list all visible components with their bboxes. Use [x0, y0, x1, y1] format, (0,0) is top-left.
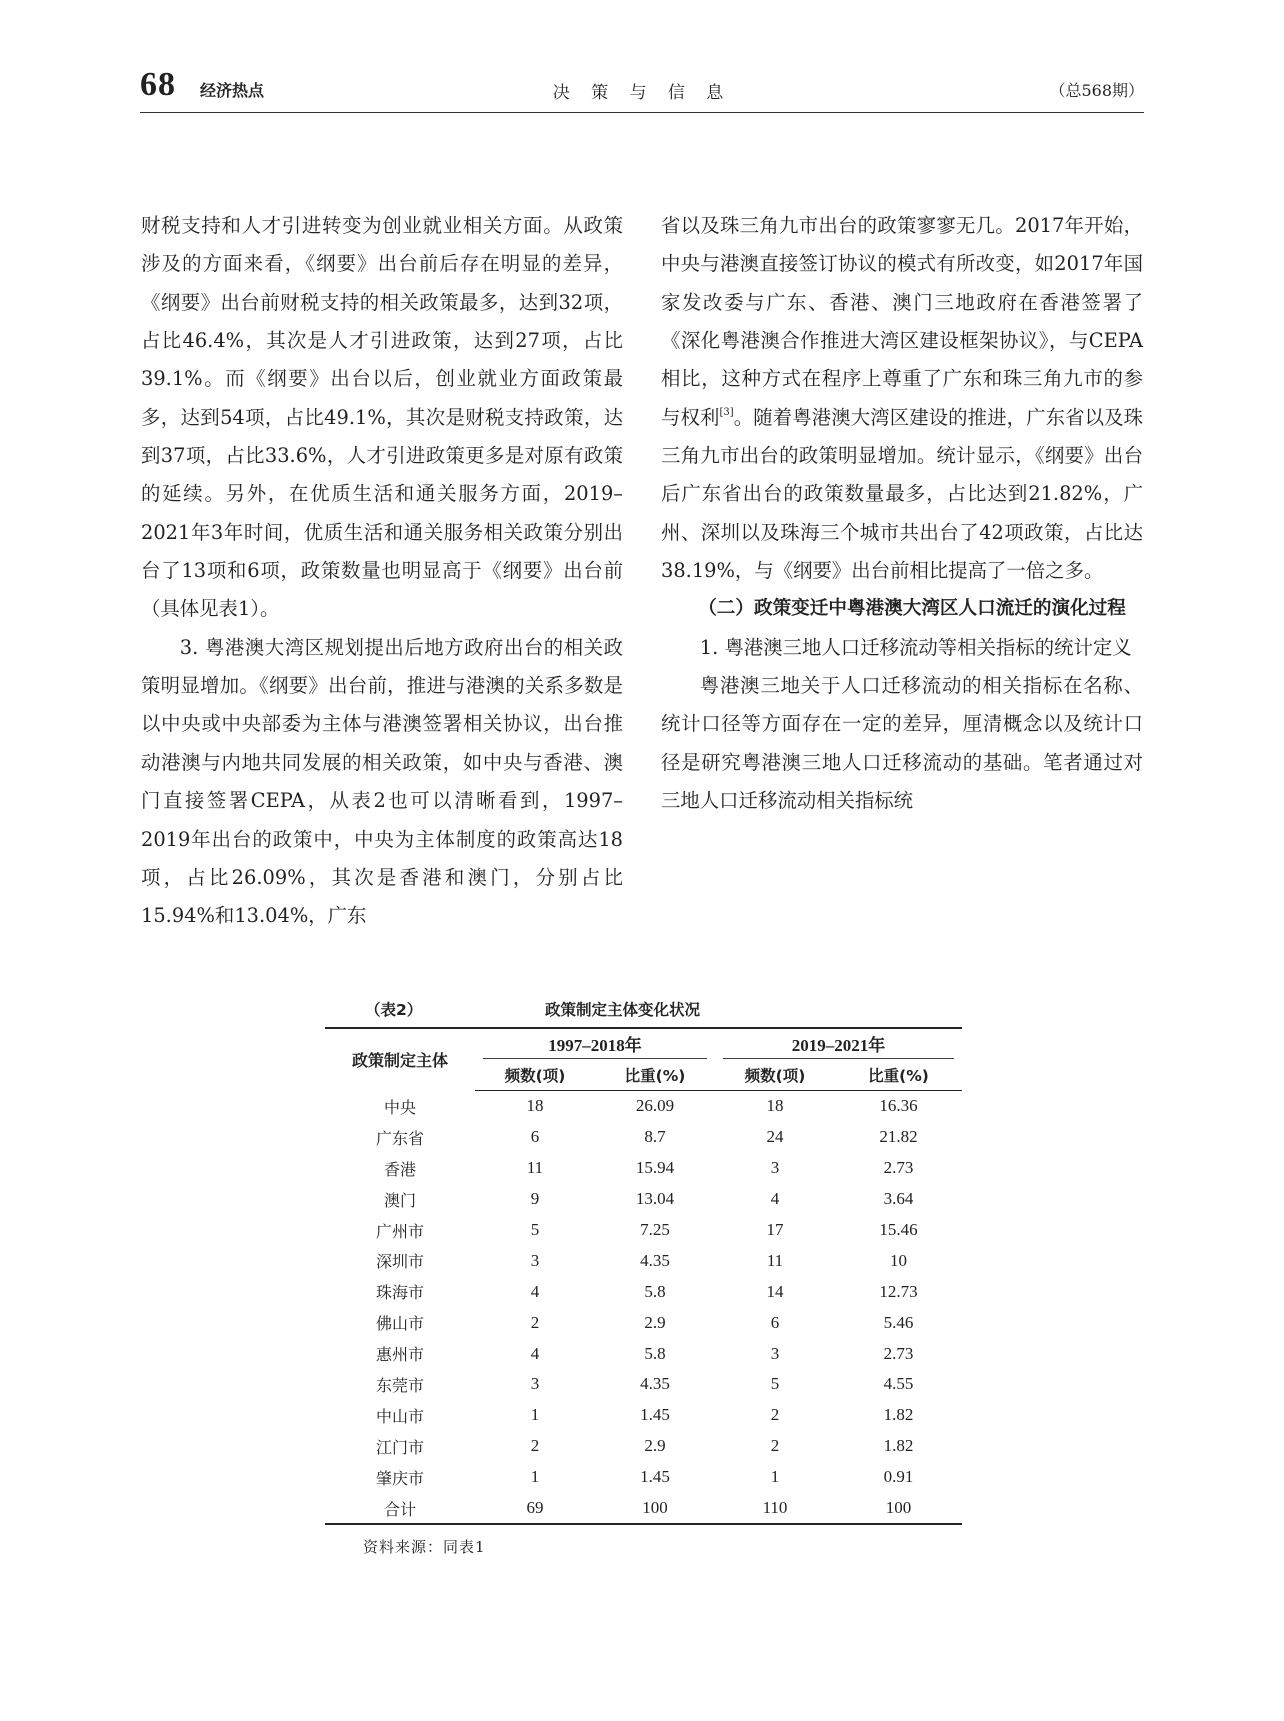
left-column: [141, 207, 623, 936]
row-entity-cell: 肇庆市: [375, 1468, 424, 1488]
row-entity-cell: 澳门: [383, 1190, 416, 1210]
ratio-cell: 100: [835, 1493, 962, 1525]
ratio-cell: 5.8: [644, 1281, 666, 1301]
ratio-cell: 15.94: [635, 1158, 675, 1178]
row-entity-cell: 中央: [383, 1097, 416, 1117]
table-row: [325, 1307, 962, 1338]
ratio-cell: 3.64: [883, 1189, 914, 1209]
row-entity-cell: 珠海市: [375, 1283, 424, 1303]
ratio-cell: 2.9: [644, 1312, 666, 1332]
row-entity-cell: 惠州市: [375, 1345, 424, 1365]
header-ratio: 比重(%): [595, 1060, 715, 1091]
citation-ref: [3]: [719, 406, 734, 418]
freq-cell: 18: [526, 1096, 544, 1116]
table-row: [325, 1369, 962, 1400]
freq-cell: 11: [526, 1158, 544, 1178]
row-entity-cell: 香港: [383, 1159, 416, 1179]
freq-cell: 5: [530, 1220, 540, 1239]
freq-cell: 3: [770, 1343, 780, 1363]
issue-number: （总568期）: [1049, 81, 1144, 100]
section-title: 经济热点: [200, 81, 265, 100]
row-entity-cell: 深圳市: [375, 1252, 424, 1272]
header-entity: 政策制定主体: [325, 1028, 475, 1091]
ratio-cell: 13.04: [635, 1189, 675, 1209]
paragraph: [661, 207, 1143, 590]
paragraph: 粤港澳三地关于人口迁移流动的相关指标在名称、统计口径等方面存在一定的差异，厘清概念以及统计口径是研究粤港澳三地人口迁移流动的基础。笔者通过对三地人口迁移流动相关指标统: [661, 674, 1143, 813]
freq-cell: 5: [770, 1374, 780, 1394]
table-row: [325, 1462, 962, 1493]
row-entity-cell: 中山市: [375, 1406, 424, 1426]
freq-cell: 9: [530, 1189, 540, 1209]
paragraph-text: 省以及珠三角九市出台的政策寥寥无几。2017年开始，中央与港澳直接签订协议的模式有所改变，如2017年国家发改委与广东、香港、澳门三地政府在香港签署了《深化粤港澳合作推进大湾区建设框架协议》，与CEPA相比，这种方式在程序上尊重了广东和珠三角九市的参与权利: [661, 214, 1143, 429]
data-table: [325, 1027, 962, 1525]
freq-cell: 3: [530, 1374, 540, 1394]
table-row: [325, 1184, 962, 1215]
freq-cell: 14: [766, 1281, 784, 1301]
ratio-cell: 2.73: [883, 1158, 914, 1178]
freq-cell: 4: [770, 1189, 780, 1209]
freq-cell: 110: [715, 1493, 835, 1525]
right-column: [661, 207, 1143, 821]
row-entity-cell: 江门市: [375, 1437, 424, 1457]
header-frequency: 频数(项): [475, 1060, 595, 1091]
page-header: [140, 64, 1144, 113]
freq-cell: 11: [766, 1250, 784, 1270]
freq-cell: 1: [530, 1405, 540, 1425]
paragraph: 财税支持和人才引进转变为创业就业相关方面。从政策涉及的方面来看，《纲要》出台前后存在明显的差异，《纲要》出台前财税支持的相关政策最多，达到32项，占比46.4%，其次是人才引进政策，达到27项，占比39.1%。而《纲要》出台以后，创业就业方面政策最多，达到54项，占比49.1%，其次是财税支持政策，达到37项，占比33.6%，人才引进政策更多是对原有政策的延续。另外，在优质生活和通关服务方面，2019–2021年3年时间，优质生活和通关服务相关政策分别出台了13项和6项，政策数量也明显高于《纲要》出台前（具体见表1）。: [141, 214, 623, 621]
table-label: （表2）: [365, 1001, 423, 1019]
ratio-cell: 4.35: [640, 1374, 670, 1394]
row-entity-cell: 广州市: [375, 1221, 424, 1241]
table-row: [325, 1122, 962, 1153]
ratio-cell: 7.25: [640, 1220, 670, 1239]
ratio-cell: 5.46: [883, 1312, 914, 1332]
table-body: [325, 1091, 962, 1525]
freq-cell: 2: [530, 1312, 540, 1332]
row-entity-cell: 东莞市: [375, 1375, 424, 1395]
row-entity-cell: 佛山市: [375, 1314, 424, 1334]
ratio-cell: 1.82: [883, 1436, 914, 1456]
ratio-cell: 1.45: [640, 1405, 670, 1425]
table-row: [325, 1215, 962, 1246]
table-row: [325, 1276, 962, 1307]
ratio-cell: 26.09: [635, 1096, 675, 1116]
ratio-cell: 4.55: [883, 1374, 914, 1394]
table-caption: [365, 998, 965, 1022]
ratio-cell: 16.36: [879, 1096, 918, 1116]
table-row: [325, 1400, 962, 1431]
freq-cell: 4: [530, 1343, 540, 1363]
subsection-heading: 1. 粤港澳三地人口迁移流动等相关指标的统计定义: [699, 635, 1132, 659]
freq-cell: 2: [530, 1436, 540, 1456]
header-period-2: 2019–2021年: [715, 1028, 962, 1060]
ratio-cell: 100: [595, 1493, 715, 1525]
ratio-cell: 15.46: [879, 1220, 918, 1239]
header-frequency: 频数(项): [715, 1060, 835, 1091]
table-row: [325, 1245, 962, 1276]
header-period-1: 1997–2018年: [475, 1028, 715, 1060]
ratio-cell: 5.8: [644, 1343, 666, 1363]
freq-cell: 1: [530, 1467, 540, 1487]
ratio-cell: 4.35: [640, 1250, 670, 1270]
section-heading: （二）政策变迁中粤港澳大湾区人口流迁的演化过程: [698, 598, 1126, 620]
table-row: [325, 1153, 962, 1184]
table-source: 资料来源：同表1: [363, 1538, 486, 1556]
row-entity-cell: 广东省: [375, 1128, 424, 1148]
table-row: [325, 1493, 962, 1525]
ratio-cell: 2.73: [883, 1343, 914, 1363]
row-entity-cell: 合计: [325, 1493, 475, 1525]
freq-cell: 6: [530, 1127, 540, 1147]
freq-cell: 18: [766, 1096, 784, 1116]
freq-cell: 4: [530, 1281, 540, 1301]
freq-cell: 3: [530, 1250, 540, 1270]
table-title: 政策制定主体变化状况: [545, 1001, 701, 1019]
journal-title: 决 策 与 信 息: [552, 83, 732, 103]
ratio-cell: 21.82: [879, 1127, 918, 1147]
freq-cell: 2: [770, 1405, 780, 1425]
page-number: 68: [140, 66, 176, 103]
ratio-cell: 10: [890, 1250, 907, 1270]
freq-cell: 24: [766, 1127, 784, 1147]
freq-cell: 3: [770, 1158, 780, 1178]
freq-cell: 6: [770, 1312, 780, 1332]
table-row: [325, 1338, 962, 1369]
table-row: [325, 1091, 962, 1122]
ratio-cell: 8.7: [644, 1127, 666, 1147]
ratio-cell: 1.45: [640, 1467, 670, 1487]
freq-cell: 1: [770, 1467, 780, 1487]
table-row: [325, 1431, 962, 1462]
ratio-cell: 1.82: [883, 1405, 914, 1425]
freq-cell: 69: [475, 1493, 595, 1525]
freq-cell: 2: [770, 1436, 780, 1456]
header-ratio: 比重(%): [835, 1060, 962, 1091]
ratio-cell: 2.9: [644, 1436, 666, 1456]
paragraph: 3. 粤港澳大湾区规划提出后地方政府出台的相关政策明显增加。《纲要》出台前，推进与港澳的关系多数是以中央或中央部委为主体与港澳签署相关协议，出台推动港澳与内地共同发展的相关政策，如中央与香港、澳门直接签署CEPA，从表2也可以清晰看到，1997–2019年出台的政策中，中央为主体制度的政策高达18项，占比26.09%，其次是香港和澳门，分别占比15.94%和13.04%，广东: [141, 635, 623, 928]
ratio-cell: 0.91: [883, 1467, 914, 1487]
freq-cell: 17: [766, 1220, 784, 1239]
paragraph-text: 。随着粤港澳大湾区建设的推进，广东省以及珠三角九市出台的政策明显增加。统计显示，《纲要》出台后广东省出台的政策数量最多，占比达到21.82%，广州、深圳以及珠海三个城市共出台了42项政策，占比达38.19%，与《纲要》出台前相比提高了一倍之多。: [661, 405, 1144, 583]
ratio-cell: 12.73: [879, 1281, 918, 1301]
